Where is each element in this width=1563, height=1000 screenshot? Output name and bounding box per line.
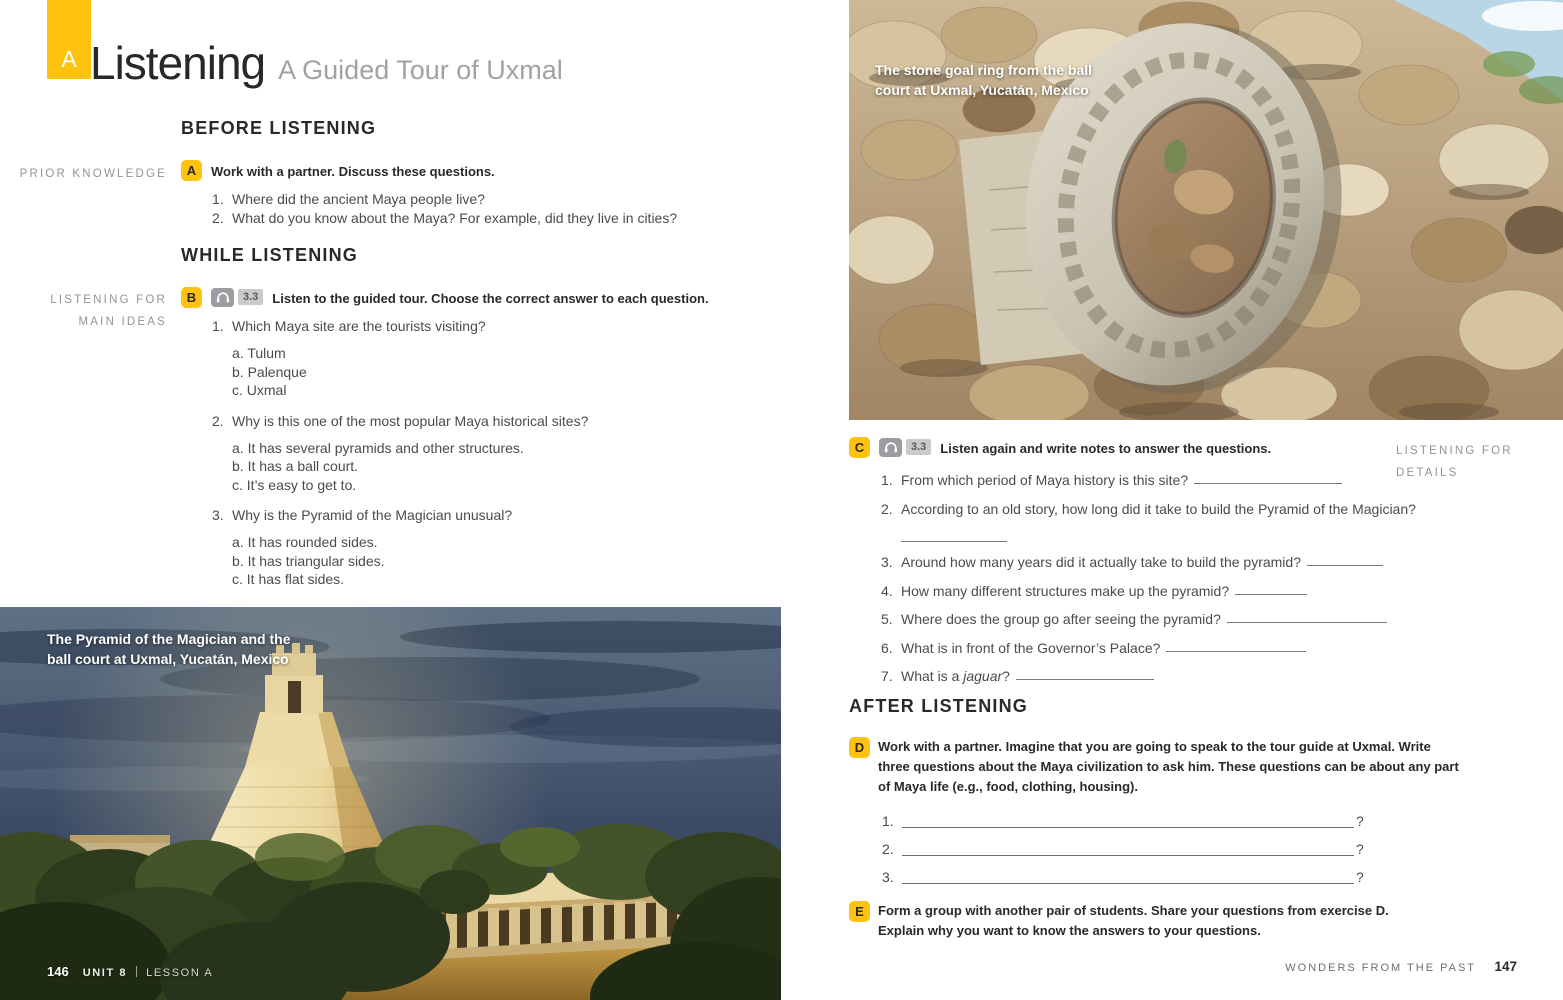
question-row: 3. Why is the Pyramid of the Magician unusual? [212,507,513,523]
answer-line [1235,583,1307,595]
side-label-listening-for-main-ideas: LISTENING FOR MAIN IDEAS [50,294,167,328]
exercise-a [181,160,495,181]
audio-track-badge: 3.3 [238,289,263,305]
footer-left [47,964,213,979]
side-label-listening-for-details: LISTENING FOR DETAILS [1396,445,1513,479]
exercise-a-badge: A [181,160,202,181]
photo-caption: The stone goal ring from the ball court at Uxmal, Yucatán, Mexico [875,62,1093,98]
page-title: Listening [90,37,266,89]
answer-line [1016,668,1154,680]
photo-caption: The Pyramid of the Magician and the ball court at Uxmal, Yucatán, Mexico [47,631,291,667]
section-letter: A [61,46,77,72]
question-row: 4. How many different structures make up the pyramid? [881,583,1416,599]
question-row: 2. What do you know about the Maya? For example, did they live in cities? [212,210,678,226]
answer-line [1194,472,1342,484]
exercise-b [181,287,709,308]
lesson-label: LESSON A [146,967,214,979]
stone-ring-photo [849,0,1563,420]
question-row: 1. Where did the ancient Maya people live? [212,191,485,207]
answer-options: a. It has several pyramids and other structures. b. It has a ball court. c. It’s easy to get to. [232,439,524,493]
lesson-header [90,36,563,90]
answer-line [1166,640,1306,652]
exercise-e [849,901,1423,941]
heading-before-listening: BEFORE LISTENING [181,118,377,138]
question-row: 1. Which Maya site are the tourists visiting? [212,318,486,334]
question-row: 2. According to an old story, how long did it take to build the Pyramid of the Magician? [881,501,1416,542]
footer-divider [136,966,137,977]
exercise-d [849,737,1463,898]
pyramid-photo [0,607,781,1000]
exercise-d-instruction: Work with a partner. Imagine that you are going to speak to the tour guide at Uxmal. Write three questions about the Maya civilization to ask him. These questions can be about any part of Maya life (e.g., food, clothing, housing). [878,739,1459,794]
audio-track-badge: 3.3 [906,439,931,455]
question-row: 1. From which period of Maya history is this site? [881,472,1416,488]
answer-line [1307,554,1383,566]
footer-right [1100,958,1517,976]
exercise-a-instruction: Work with a partner. Discuss these questions. [211,164,495,179]
answer-line [902,814,1354,828]
answer-line [1227,611,1387,623]
exercise-b-questions [212,318,588,602]
exercise-b-badge: B [181,287,202,308]
unit-label: UNIT 8 [82,967,128,979]
write-line-row: 3. ? [882,869,1364,885]
answer-options: a. It has rounded sides. b. It has triangular sides. c. It has flat sides. [232,534,385,587]
question-row: 6. What is in front of the Governor’s Palace? [881,640,1416,656]
page-number: 146 [47,964,69,979]
exercise-a-questions [212,191,677,229]
page-number: 147 [1494,959,1517,974]
section-tab [47,0,91,79]
headphones-icon [879,438,902,457]
exercise-c-instruction: Listen again and write notes to answer the questions. [940,441,1272,456]
write-line-row: 2. ? [882,841,1364,857]
answer-line [902,842,1354,856]
exercise-e-instruction: Form a group with another pair of students. Share your questions from exercise D. Explain why you want to know the answers to your questions. [878,903,1389,938]
exercise-d-write-lines [882,814,1463,884]
page-subtitle: A Guided Tour of Uxmal [278,55,563,85]
book-title: WONDERS FROM THE PAST [1285,962,1477,974]
write-line-row: 1. ? [882,813,1364,829]
exercise-c-questions [881,472,1416,697]
answer-line [902,870,1354,884]
exercise-c [849,437,1271,458]
question-row: 5. Where does the group go after seeing the pyramid? [881,611,1416,627]
exercise-d-badge: D [849,737,870,758]
question-row: 7. What is a jaguar? [881,668,1416,684]
question-row: 2. Why is this one of the most popular Maya historical sites? [212,412,589,429]
answer-options: a. Tulum b. Palenque c. Uxmal [232,345,307,398]
exercise-c-badge: C [849,437,870,458]
headphones-icon [211,288,234,307]
question-row: 3. Around how many years did it actually take to build the pyramid? [881,554,1416,570]
exercise-b-instruction: Listen to the guided tour. Choose the correct answer to each question. [272,291,709,306]
heading-while-listening: WHILE LISTENING [181,245,358,265]
answer-line [901,530,1007,542]
side-label-prior-knowledge: PRIOR KNOWLEDGE [19,168,167,180]
exercise-e-badge: E [849,901,870,922]
heading-after-listening: AFTER LISTENING [849,696,1028,716]
